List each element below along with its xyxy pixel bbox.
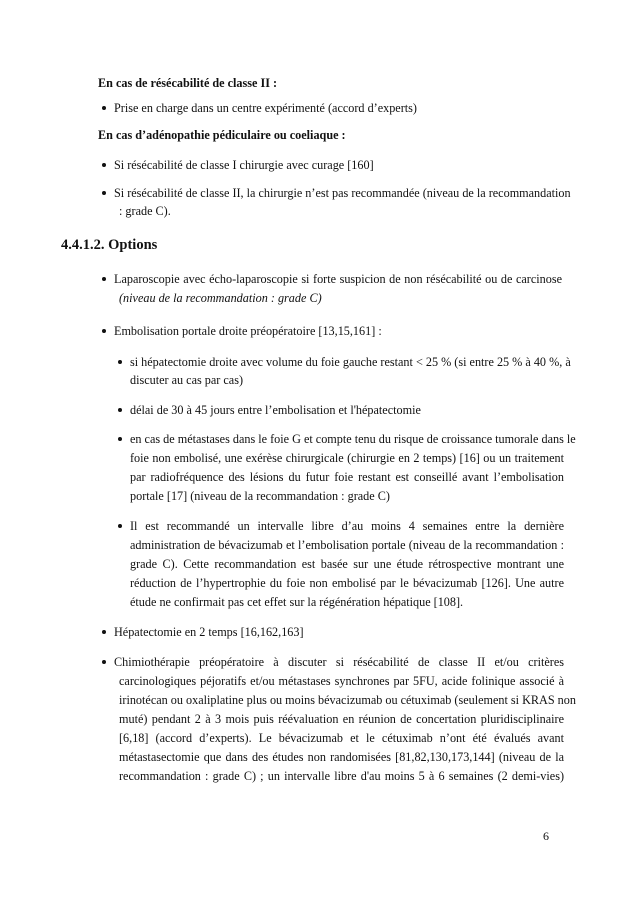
sub-bullet-icon [118, 360, 122, 364]
bullet-icon [102, 329, 106, 333]
sub-bullet-icon [118, 437, 122, 441]
sub-bullet-metastases-line4: portale [17] (niveau de la recommandation : grade C) [130, 489, 390, 503]
heading-resecabilite-classe-2: En cas de résécabilité de classe II : [98, 76, 278, 90]
option-chimiotherapie-line3: irinotécan ou oxaliplatine plus ou moins bévacizumab ou cétuximab (seulement si KRAS non [119, 693, 576, 707]
option-chimiotherapie-line5: [6,18] (accord d’experts). Le bévacizumab et le cétuximab n’ont été évalués avant [119, 731, 564, 745]
option-laparoscopie-line2: (niveau de la recommandation : grade C) [119, 291, 322, 305]
bullet-icon [102, 660, 106, 664]
bullet-prise-en-charge: Prise en charge dans un centre expérimenté (accord d’experts) [114, 101, 417, 115]
option-chimiotherapie-line4: muté) pendant 2 à 3 mois puis réévaluation en réunion de concertation pluridisciplinaire [119, 712, 564, 726]
option-chimiotherapie-line6: métastasectomie que dans des études non randomisées [81,82,130,173,144] (niveau de la [119, 750, 564, 764]
sub-bullet-metastases-line3: par radiofréquence des lésions du futur foie restant est conseillé avant l’embolisation [130, 470, 564, 484]
option-chimiotherapie-line2: carcinologiques péjoratifs et/ou métastases synchrones par 5FU, acide folinique associé à [119, 674, 564, 688]
option-hepatectomie-2-temps: Hépatectomie en 2 temps [16,162,163] [114, 625, 304, 639]
sub-bullet-hepatectomie-line1: si hépatectomie droite avec volume du foie gauche restant < 25 % (si entre 25 % à 40 %, à [130, 355, 571, 369]
page-number: 6 [543, 829, 549, 843]
sub-bullet-intervalle-line5: étude ne confirmait pas cet effet sur la régénération hépatique [108]. [130, 595, 464, 609]
option-embolisation-portale: Embolisation portale droite préopératoire [13,15,161] : [114, 324, 382, 338]
sub-bullet-metastases-line1: en cas de métastases dans le foie G et compte tenu du risque de croissance tumorale dans le [130, 432, 576, 446]
bullet-resecabilite-classe-1: Si résécabilité de classe I chirurgie avec curage [160] [114, 158, 374, 172]
sub-bullet-intervalle-line4: réduction de l’hypertrophie du foie non embolisé par le bévacizumab [126]. Une autre [130, 576, 564, 590]
sub-bullet-hepatectomie-line2: discuter au cas par cas) [130, 373, 244, 387]
sub-bullet-intervalle-line1: Il est recommandé un intervalle libre d’au moins 4 semaines entre la dernière [130, 519, 564, 533]
bullet-icon [102, 106, 106, 110]
bullet-resecabilite-classe-2-line1: Si résécabilité de classe II, la chirurgie n’est pas recommandée (niveau de la recommandation [114, 186, 571, 200]
option-chimiotherapie-line7: recommandation : grade C) ; un intervalle libre d'au moins 5 à 6 semaines (2 demi-vies) [119, 769, 564, 783]
sub-bullet-intervalle-line2: administration de bévacizumab et l’embolisation portale (niveau de la recommandation : [130, 538, 564, 552]
sub-bullet-intervalle-line3: grade C). Cette recommandation est basée sur une étude rétrospective montrant une [130, 557, 564, 571]
option-chimiotherapie-line1: Chimiothérapie préopératoire à discuter si résécabilité de classe II et/ou critères [114, 655, 564, 669]
sub-bullet-icon [118, 408, 122, 412]
sub-bullet-metastases-line2: foie non embolisé, une exérèse chirurgicale (chirurgie en 2 temps) [16] ou un traitement [130, 451, 564, 465]
heading-adenopathie: En cas d’adénopathie pédiculaire ou coeliaque : [98, 128, 346, 142]
bullet-resecabilite-classe-2-line2: : grade C). [119, 204, 171, 218]
bullet-icon [102, 630, 106, 634]
bullet-icon [102, 163, 106, 167]
option-laparoscopie-line1: Laparoscopie avec écho-laparoscopie si forte suspicion de non résécabilité ou de carcinose [114, 272, 562, 286]
section-title-options: 4.4.1.2. Options [61, 237, 158, 253]
bullet-icon [102, 191, 106, 195]
sub-bullet-delai: délai de 30 à 45 jours entre l’embolisation et l'hépatectomie [130, 403, 421, 417]
bullet-icon [102, 277, 106, 281]
sub-bullet-icon [118, 524, 122, 528]
